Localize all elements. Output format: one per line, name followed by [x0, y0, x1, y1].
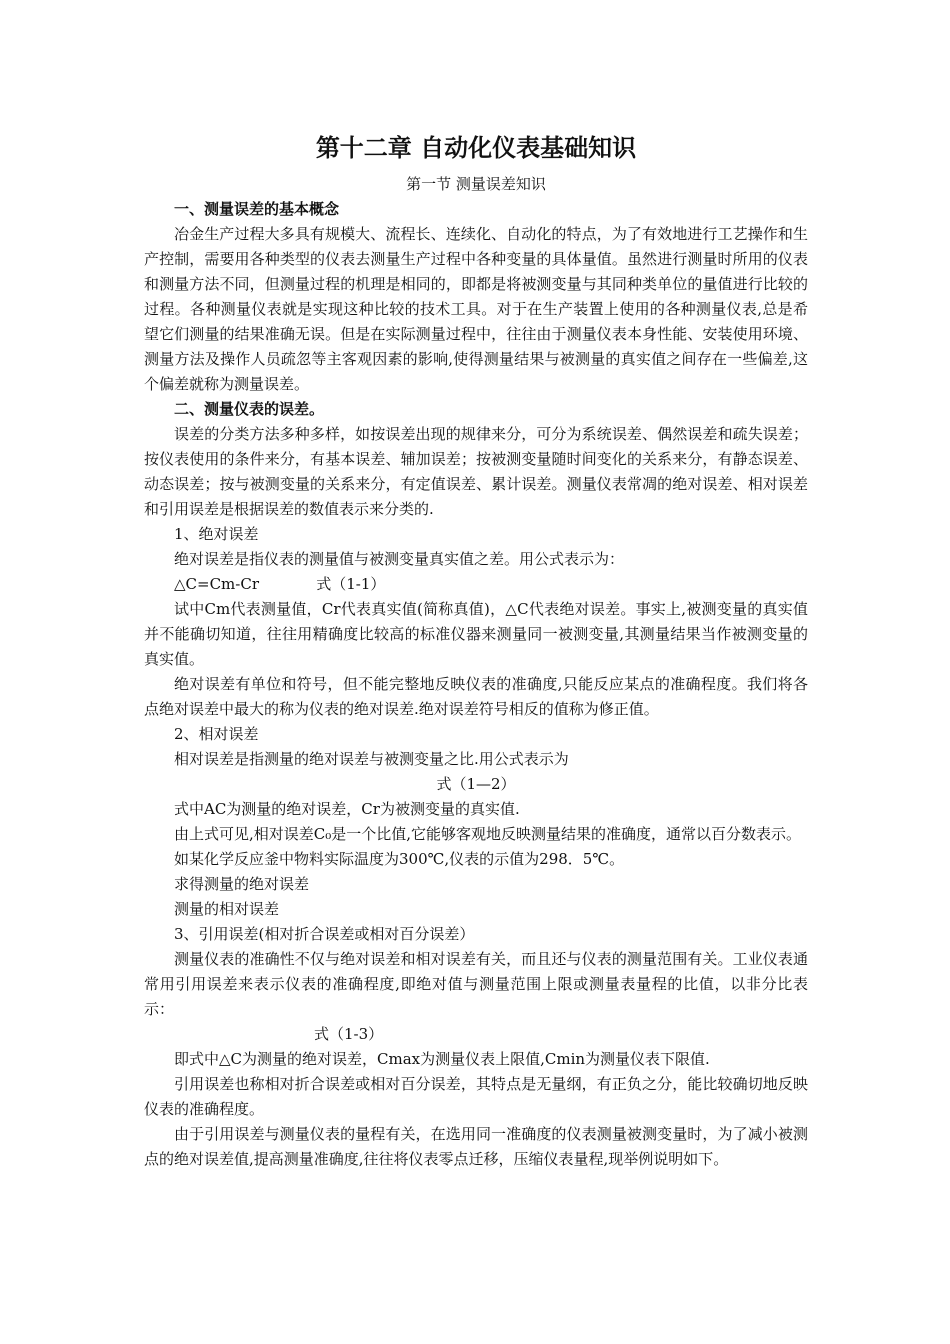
subheading-reference-error: 3、引用误差(相对折合误差或相对百分误差）	[174, 925, 475, 943]
paragraph-relative-meaning: 由上式可见,相对误差C₀是一个比值,它能够客观地反映测量结果的准确度，通常以百分数表示。	[174, 825, 802, 843]
formula-1-3: 式（1-3）	[314, 1025, 384, 1043]
paragraph-absolute-result: 求得测量的绝对误差	[174, 875, 310, 893]
formula-1-1: △C=Cm-Cr 式（1-1）	[174, 575, 386, 593]
paragraph-reference-symbols: 即式中△C为测量的绝对误差，Cmax为测量仪表上限值,Cmin为测量仪表下限值.	[174, 1050, 710, 1068]
paragraph-relative-symbols: 式中AC为测量的绝对误差，Cr为被测变量的真实值.	[174, 800, 520, 818]
section-title: 第一节 测量误差知识	[406, 175, 546, 193]
paragraph-absolute-sign: 绝对误差有单位和符号，但不能完整地反映仪表的准确度,只能反应某点的准确程度。我们将各点绝对误差中最大的称为仪表的绝对误差.绝对误差符号相反的值称为修正值。	[144, 675, 808, 718]
paragraph-zero-shift: 由于引用误差与测量仪表的量程有关，在选用同一准确度的仪表测量被测变量时，为了减小被测点的绝对误差值,提高测量准确度,往往将仪表零点迁移，压缩仪表量程,现举例说明如下。	[144, 1125, 808, 1168]
heading-instrument-error: 二、测量仪表的误差。	[174, 400, 325, 418]
subheading-absolute-error: 1、绝对误差	[174, 525, 259, 543]
paragraph-relative-definition: 相对误差是指测量的绝对误差与被测变量之比.用公式表示为	[174, 750, 569, 768]
paragraph-reference-property: 引用误差也称相对折合误差或相对百分误差，其特点是无量纲，有正负之分，能比较确切地反映仪表的准确程度。	[144, 1075, 808, 1118]
paragraph-absolute-definition: 绝对误差是指仪表的测量值与被测变量真实值之差。用公式表示为：	[174, 550, 625, 568]
paragraph-example: 如某化学反应釜中物料实际温度为300℃,仪表的示值为298．5℃。	[174, 850, 625, 868]
formula-1-2: 式（1—2）	[436, 775, 516, 793]
chapter-title: 第十二章 自动化仪表基础知识	[315, 134, 637, 162]
heading-basic-concept: 一、测量误差的基本概念	[174, 200, 340, 218]
document-page	[144, 130, 808, 1172]
paragraph-absolute-explanation: 试中Cm代表测量值，Cr代表真实值(简称真值)，△C代表绝对误差。事实上,被测变量的真实值并不能确切知道，往往用精确度比较高的标准仪器来测量同一被测变量,其测量结果当作被测变量的真实值。	[144, 600, 808, 668]
paragraph-intro: 冶金生产过程大多具有规模大、流程长、连续化、自动化的特点，为了有效地进行工艺操作和生产控制，需要用各种类型的仪表去测量生产过程中各种变量的具体量值。虽然进行测量时所用的仪表和测量方法不同，但测量过程的机理是相同的，即都是将被测变量与其同种类单位的量值进行比较的过程。各种测量仪表就是实现这种比较的技术工具。对于在生产装置上使用的各种测量仪表,总是希望它们测量的结果准确无误。但是在实际测量过程中，往往由于测量仪表本身性能、安装使用环境、测量方法及操作人员疏忽等主客观因素的影响,使得测量结果与被测量的真实值之间存在一些偏差,这个偏差就称为测量误差。	[144, 225, 808, 393]
paragraph-error-classification: 误差的分类方法多种多样，如按误差出现的规律来分，可分为系统误差、偶然误差和疏失误差；按仪表使用的条件来分，有基本误差、辅加误差；按被测变量随时间变化的关系来分，有静态误差、动态误差；按与被测变量的关系来分，有定值误差、累计误差。测量仪表常凋的绝对误差、相对误差和引用误差是根据误差的数值表示来分类的.	[144, 425, 808, 518]
paragraph-reference-definition: 测量仪表的准确性不仅与绝对误差和相对误差有关，而且还与仪表的测量范围有关。工业仪表通常用引用误差来表示仪表的准确程度,即绝对值与测量范围上限或测量表量程的比值，以非分比表示：	[144, 950, 808, 1018]
subheading-relative-error: 2、相对误差	[174, 725, 259, 743]
paragraph-relative-result: 测量的相对误差	[174, 900, 280, 918]
